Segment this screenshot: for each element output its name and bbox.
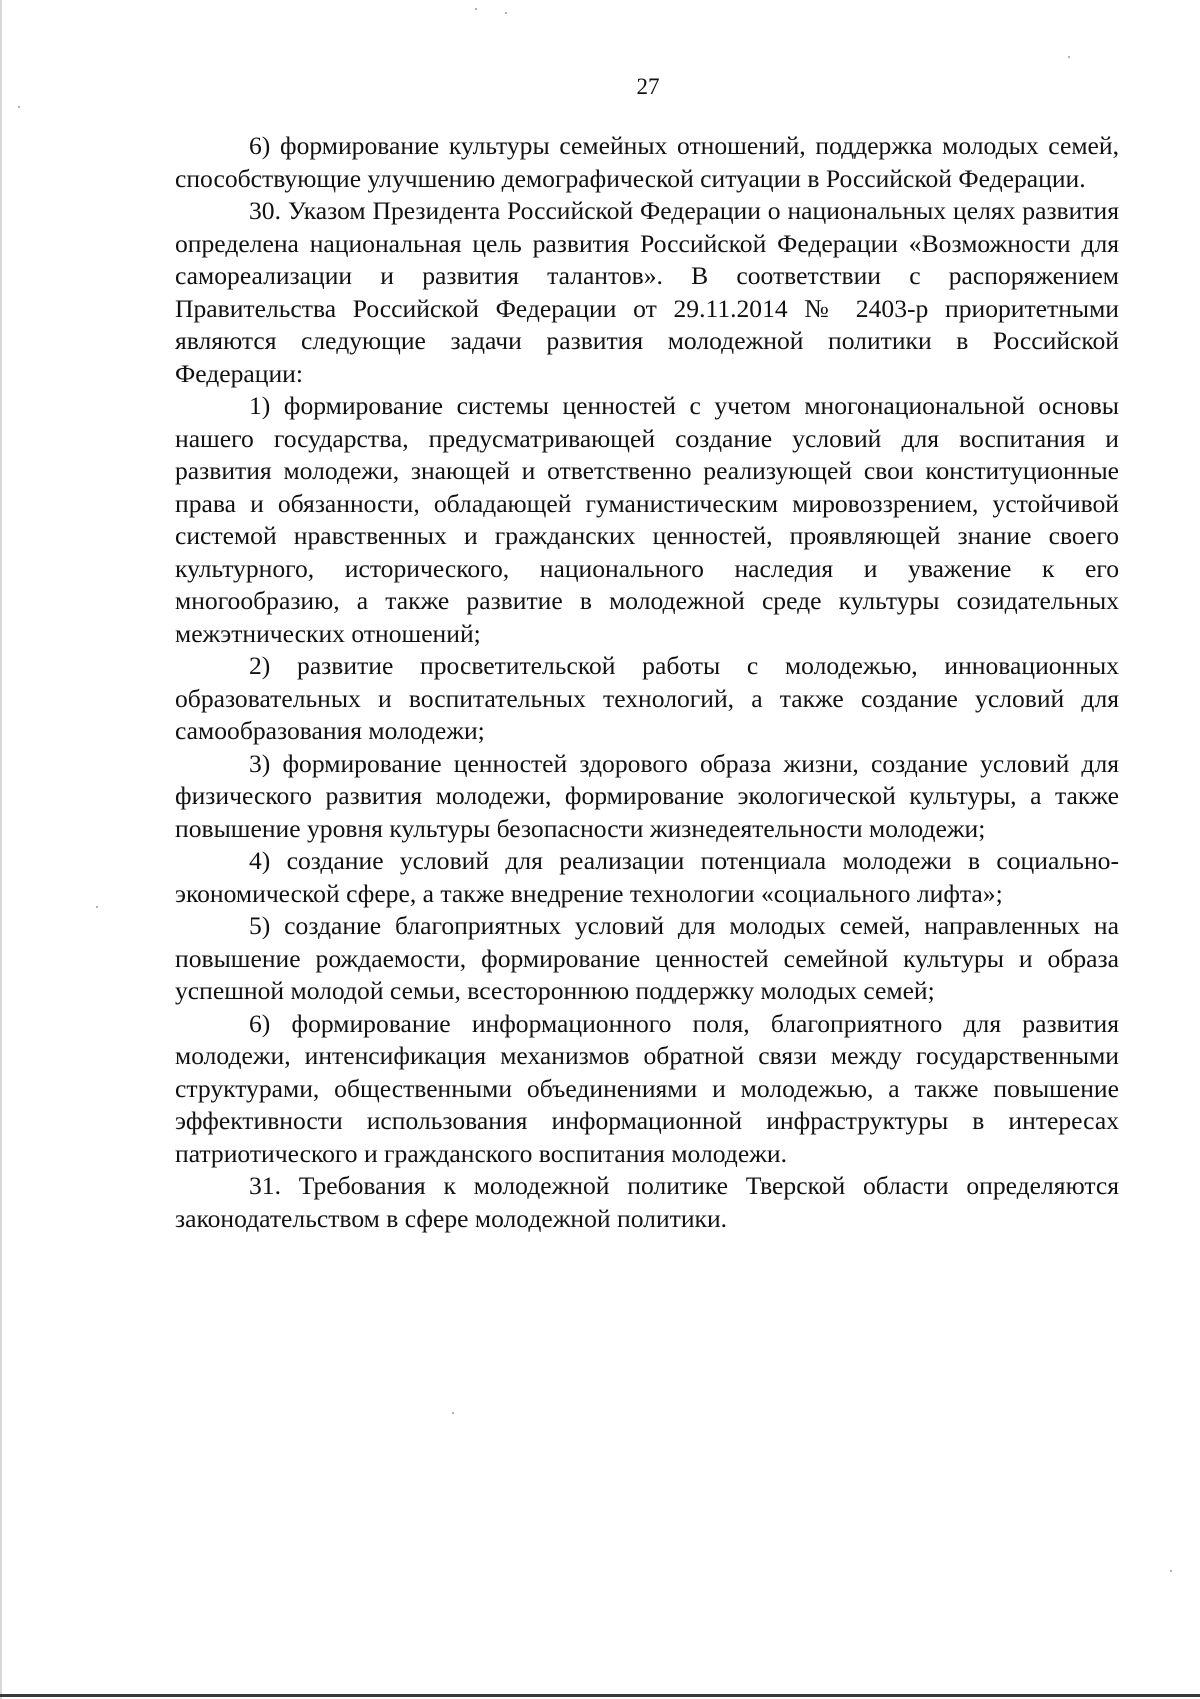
paragraph-task-3: 3) формирование ценностей здорового образа жизни, создание условий для физического развития молодежи, формирование экологической культуры, а также повышение уровня культуры безопасности жизнедеятельности молодежи; bbox=[175, 748, 1119, 843]
paragraph-task-4: 4) создание условий для реализации потенциала молодежи в социально-экономической сфере, а также внедрение технологии «социального лифта»; bbox=[175, 846, 1119, 908]
paragraph-item-31: 31. Требования к молодежной политике Тверской области определяются законодательством в сфере молодежной политики. bbox=[175, 1171, 1119, 1233]
scan-speck bbox=[1068, 56, 1070, 58]
paragraph-task-5: 5) создание благоприятных условий для молодых семей, направленных на повышение рождаемости, формирование ценностей семейной культуры и образа успешной молодой семьи, всестороннюю поддержку молодых семей; bbox=[175, 911, 1119, 1005]
scan-speck bbox=[452, 1412, 454, 1414]
paragraph-task-6: 6) формирование информационного поля, благоприятного для развития молодежи, интенсификация механизмов обратной связи между государственными структурами, общественными объединениями и молодежью, а также повышение эффективности использования информационной инфраструктуры в интересах патриотического и гражданского воспитания молодежи. bbox=[175, 1008, 1119, 1168]
scan-left-edge bbox=[0, 0, 2, 1699]
scan-speck bbox=[505, 12, 507, 14]
paragraph-task-2: 2) развитие просветительской работы с молодежью, инновационных образовательных и воспитательных технологий, а также создание условий для самообразования молодежи; bbox=[175, 651, 1119, 745]
paragraph-task-1: 1) формирование системы ценностей с учетом многонациональной основы нашего государства, предусматривающей создание условий для воспитания и развития молодежи, знающей и ответственно реализующей свои конституционные права и обязанности, обладающей гуманистическим мировоззрением, устойчивой системой нравственных и гражданских ценностей, проявляющей знание своего культурного, исторического, национального наследия и уважение к его многообразию, а также развитие в молодежной среде культуры созидательных межэтнических отношений; bbox=[175, 391, 1119, 648]
scan-bottom-edge bbox=[0, 1694, 1200, 1697]
paragraph-item-30: 30. Указом Президента Российской Федерации о национальных целях развития определена национальная цель развития Российской Федерации «Возможности для самореализации и развития талантов». В соответствии с распоряжением Правительства Российской Федерации от 29.11.2014 № 2403-р приоритетными являются следующие задачи развития молодежной политики в Российской Федерации: bbox=[175, 196, 1119, 388]
scan-speck bbox=[1170, 1570, 1172, 1572]
paragraph-family-culture: 6) формирование культуры семейных отношений, поддержка молодых семей, способствующие улучшению демографической ситуации в Российской Федерации. bbox=[175, 131, 1119, 193]
scan-speck bbox=[475, 8, 477, 10]
scan-speck bbox=[96, 906, 98, 908]
page-number: 27 bbox=[636, 74, 660, 99]
scan-speck bbox=[18, 106, 20, 108]
document-body bbox=[175, 130, 1119, 1235]
